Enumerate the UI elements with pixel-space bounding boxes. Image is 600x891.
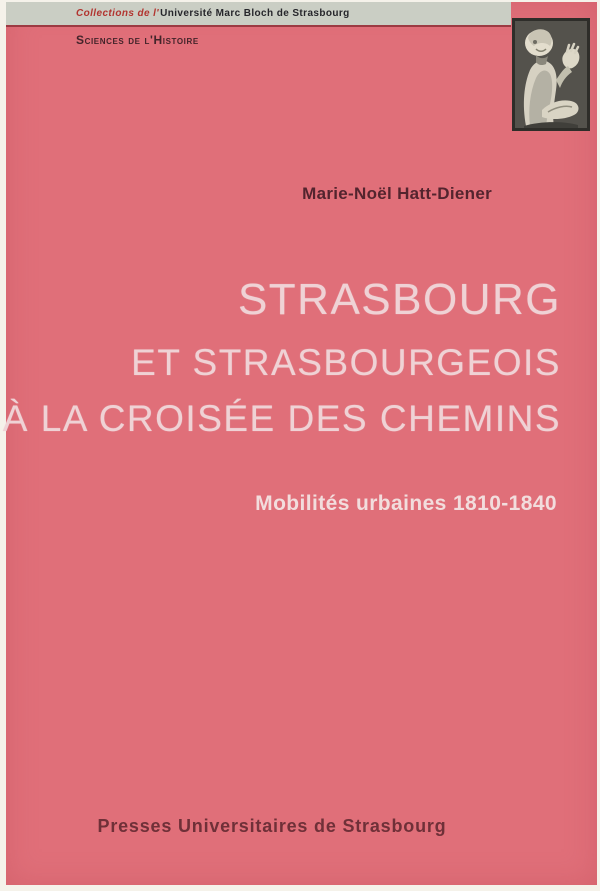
book-cover — [2, 2, 597, 885]
collection-label-prefix: Collections de l' — [76, 8, 160, 19]
title-line-1: STRASBOURG — [237, 275, 561, 324]
author-name: Marie-Noël Hatt-Diener — [302, 184, 492, 203]
engraving-figure-icon — [512, 18, 590, 131]
collection-band — [6, 2, 511, 27]
title-line-2: ET STRASBOURGEOIS — [131, 342, 561, 383]
collection-institution-label: Université Marc Bloch de Strasbourg — [160, 8, 350, 19]
title-line-3: À LA CROISÉE DES CHEMINS — [2, 398, 561, 439]
subtitle: Mobilités urbaines 1810-1840 — [255, 492, 557, 515]
series-title: Sciences de l'Histoire — [76, 33, 199, 47]
publisher-name: Presses Universitaires de Strasbourg — [97, 816, 447, 836]
